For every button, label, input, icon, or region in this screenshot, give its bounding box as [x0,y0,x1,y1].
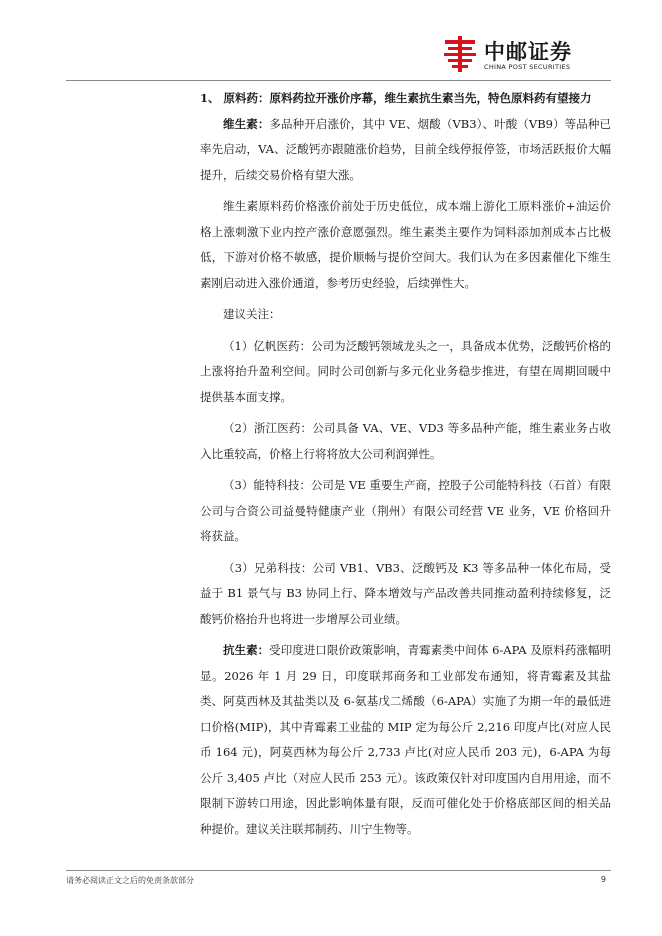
page-header [0,0,662,80]
paragraph-company-2 [200,416,611,467]
paragraph-lead: 抗生素： [223,643,270,657]
paragraph-text: 建议关注： [223,307,281,321]
footer-divider [66,870,611,871]
china-post-logo-icon [442,36,478,74]
paragraph-text: 多品种开启涨价，其中 VE、烟酸（VB3）、叶酸（VB9）等品种已率先启动，VA、泛酸钙亦跟随涨价趋势，目前全线停报停签，市场活跃报价大幅提升，后续交易价格有望大涨。 [200,116,611,182]
paragraph-text: （1）亿帆医药：公司为泛酸钙领域龙头之一，具备成本优势，泛酸钙价格的上涨将抬升盈利空间。同时公司创新与多元化业务稳步推进，有望在周期回暖中提供基本面支撑。 [200,338,611,404]
paragraph-lead: 维生素： [223,116,270,131]
paragraph-antibiotics [200,638,611,842]
section-title: 1、 原料药：原料药拉开涨价序幕，维生素抗生素当先，特色原料药有望接力 [200,91,592,105]
brand-name-cn: 中邮证券 [484,40,572,64]
paragraph-company-3 [200,473,611,550]
brand-logo [442,36,612,76]
paragraph-text: （2）浙江医药：公司具备 VA、VE、VD3 等多品种产能，维生素业务占收入比重较高，价格上行将将放大公司利润弹性。 [200,421,611,461]
paragraph-company-1 [200,334,611,411]
paragraph-text: （3）能特科技：公司是 VE 重要生产商，控股子公司能特科技（石首）有限公司与合资公司益曼特健康产业（荆州）有限公司经营 VE 业务，VE 价格回升将获益。 [200,478,611,543]
paragraph-recommend [200,302,611,328]
paragraph-text: 受印度进口限价政策影响，青霉素类中间体 6-APA 及原料药涨幅明显。2026 年 1 月 29 日，印度联邦商务和工业部发布通知，将青霉素及其盐类、阿莫西林及其盐类以及 6-氨基戊二烯酸（6-APA）实施了为期一年的最低进口价格(MIP)，其中青霉素工业盐的 MIP 定为每公斤 2,216 印度卢比(对应人民币 164 元)，阿莫西林为每公斤 2,733 卢比(对应人民币 203 元)，6-APA 为每公斤 3,405 卢比（对应人民币 253 元）。该政策仅针对印度国内自用用途，而不限制下游转口用途，因此影响体量有限，反而可催化处于价格底部区间的相关品种提价。建议关注联邦制药、川宁生物等。 [200,643,611,836]
paragraph-vitamin-analysis [200,194,611,296]
main-content [200,86,611,848]
paragraph-text: （3）兄弟科技：公司 VB1、VB3、泛酸钙及 K3 等多品种一体化布局，受益于 B1 景气与 B3 协同上行、降本增效与产品改善共同推动盈利持续修复，泛酸钙价格抬升也将进一步增厚公司业绩。 [200,560,611,626]
paragraph-text: 维生素原料药价格涨价前处于历史低位，成本端上游化工原料涨价+油运价格上涨刺激下业内控产涨价意愿强烈。维生素类主要作为饲料添加剂成本占比极低，下游对价格不敏感，提价顺畅与提价空间大。我们认为在多因素催化下维生素刚启动进入涨价通道，参考历史经验，后续弹性大。 [200,199,611,290]
footer-disclaimer: 请务必阅读正文之后的免责条款部分 [66,876,194,885]
paragraph-vitamins [200,112,611,189]
brand-name-en: CHINA POST SECURITIES [484,63,571,71]
paragraph-company-4 [200,556,611,633]
page-number: 9 [600,875,606,884]
header-divider [66,80,611,81]
